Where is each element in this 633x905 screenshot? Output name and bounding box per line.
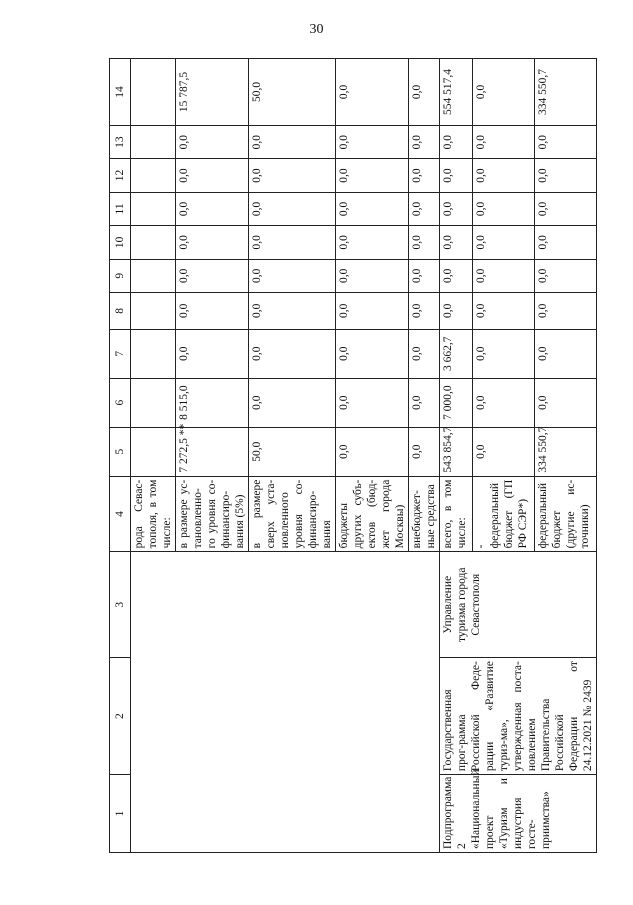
value-cell: 0,0 bbox=[249, 329, 336, 378]
column-header-8: 8 bbox=[110, 292, 131, 329]
column-header-11: 11 bbox=[110, 192, 131, 225]
value-cell: 0,0 bbox=[176, 329, 249, 378]
value-cell: 0,0 bbox=[336, 292, 409, 329]
value-cell: 7 000,0 bbox=[440, 378, 473, 427]
column-header-4: 4 bbox=[110, 476, 131, 552]
value-cell: 0,0 bbox=[249, 292, 336, 329]
value-cell: 0,0 bbox=[534, 329, 596, 378]
value-cell: 0,0 bbox=[534, 378, 596, 427]
value-cell: 0,0 bbox=[176, 159, 249, 192]
funding-source-cell: бюджеты других субъ-ектов (бюд-жет города Москвы) bbox=[336, 476, 409, 552]
value-cell: 554 517,4 bbox=[440, 59, 473, 126]
value-cell bbox=[131, 226, 176, 259]
value-cell: 0,0 bbox=[409, 329, 440, 378]
column-header-12: 12 bbox=[110, 159, 131, 192]
value-cell: 0,0 bbox=[534, 292, 596, 329]
value-cell: 0,0 bbox=[336, 192, 409, 225]
value-cell: 0,0 bbox=[472, 226, 534, 259]
value-cell bbox=[131, 192, 176, 225]
value-cell: 50,0 bbox=[249, 427, 336, 476]
value-cell: 0,0 bbox=[472, 125, 534, 158]
value-cell: 0,0 bbox=[472, 259, 534, 292]
funding-source-cell: федеральный бюджет (другие ис-точники) bbox=[534, 476, 596, 552]
column-header-13: 13 bbox=[110, 125, 131, 158]
value-cell: 0,0 bbox=[249, 159, 336, 192]
state-program-cell: Государственная прог-рамма Российской Феде-рации «Развитие туриз-ма», утвержденная поста-новлением Правительства Российской Федерации от 24.12.2021 № 2439 bbox=[440, 658, 597, 775]
value-cell: 0,0 bbox=[336, 329, 409, 378]
value-cell: 0,0 bbox=[336, 59, 409, 126]
column-header-3: 3 bbox=[110, 552, 131, 658]
value-cell: 0,0 bbox=[440, 125, 473, 158]
column-header-7: 7 bbox=[110, 329, 131, 378]
value-cell: 0,0 bbox=[472, 427, 534, 476]
value-cell: 0,0 bbox=[440, 159, 473, 192]
value-cell: 15 787,5 bbox=[176, 59, 249, 126]
page-number: 30 bbox=[309, 22, 324, 37]
funding-source-cell: в размере сверх уста-новленного уровня со-финансиро-вания bbox=[249, 476, 336, 552]
value-cell: 0,0 bbox=[472, 192, 534, 225]
value-cell: 0,0 bbox=[409, 259, 440, 292]
funding-source-cell: внебюджет-ные средства bbox=[409, 476, 440, 552]
value-cell: 0,0 bbox=[336, 159, 409, 192]
value-cell: 0,0 bbox=[534, 159, 596, 192]
column-header-9: 9 bbox=[110, 259, 131, 292]
value-cell: 0,0 bbox=[336, 226, 409, 259]
value-cell: 0,0 bbox=[176, 125, 249, 158]
value-cell: 0,0 bbox=[409, 192, 440, 225]
value-cell: 0,0 bbox=[534, 125, 596, 158]
value-cell: 0,0 bbox=[472, 292, 534, 329]
value-cell: 0,0 bbox=[472, 378, 534, 427]
value-cell: 0,0 bbox=[472, 159, 534, 192]
value-cell: 0,0 bbox=[249, 378, 336, 427]
table-row bbox=[131, 59, 176, 853]
value-cell: 0,0 bbox=[409, 427, 440, 476]
value-cell bbox=[131, 125, 176, 158]
funding-source-cell: всего, в том числе: bbox=[440, 476, 473, 552]
value-cell: 0,0 bbox=[409, 226, 440, 259]
value-cell: 0,0 bbox=[249, 226, 336, 259]
value-cell: 543 854,7 bbox=[440, 427, 473, 476]
value-cell: 8 515,0 bbox=[176, 378, 249, 427]
value-cell: 50,0 bbox=[249, 59, 336, 126]
header-row bbox=[110, 59, 131, 853]
value-cell: 0,0 bbox=[440, 226, 473, 259]
value-cell: 0,0 bbox=[336, 427, 409, 476]
value-cell: 0,0 bbox=[440, 259, 473, 292]
value-cell: 0,0 bbox=[336, 125, 409, 158]
value-cell: 334 550,7 bbox=[534, 427, 596, 476]
value-cell bbox=[131, 329, 176, 378]
value-cell: 0,0 bbox=[534, 192, 596, 225]
value-cell: 0,0 bbox=[336, 259, 409, 292]
responsible-executor-cell: Управление туризма города Севастополя bbox=[440, 552, 597, 658]
subprogram-name-cell: Подпрограмма 2 «Национальный проект «Туризм и индустрия госте-приимства» bbox=[440, 775, 597, 853]
value-cell: 0,0 bbox=[249, 125, 336, 158]
value-cell: 0,0 bbox=[409, 125, 440, 158]
previous-item-continuation bbox=[131, 552, 440, 853]
column-header-10: 10 bbox=[110, 226, 131, 259]
column-header-2: 2 bbox=[110, 658, 131, 775]
value-cell: 0,0 bbox=[440, 292, 473, 329]
funding-source-cell: в размере ус-тановленно-го уровня со-финансиро-вания (5%) bbox=[176, 476, 249, 552]
funding-source-cell: рода Севас-тополя, в том числе: bbox=[131, 476, 176, 552]
value-cell bbox=[131, 427, 176, 476]
value-cell: 0,0 bbox=[336, 378, 409, 427]
column-header-14: 14 bbox=[110, 59, 131, 126]
value-cell: 334 550,7 bbox=[534, 59, 596, 126]
value-cell: 0,0 bbox=[249, 192, 336, 225]
table-body bbox=[131, 59, 597, 853]
value-cell: 0,0 bbox=[176, 259, 249, 292]
table-row bbox=[440, 59, 473, 853]
value-cell: 0,0 bbox=[534, 226, 596, 259]
funding-table-rotated bbox=[109, 58, 594, 853]
value-cell bbox=[131, 259, 176, 292]
value-cell: 0,0 bbox=[249, 259, 336, 292]
value-cell: 0,0 bbox=[176, 292, 249, 329]
value-cell bbox=[131, 59, 176, 126]
column-header-6: 6 bbox=[110, 378, 131, 427]
value-cell: 3 662,7 bbox=[440, 329, 473, 378]
value-cell: 0,0 bbox=[440, 192, 473, 225]
value-cell: 7 272,5 ** bbox=[176, 427, 249, 476]
value-cell: 0,0 bbox=[534, 259, 596, 292]
value-cell: 0,0 bbox=[176, 192, 249, 225]
value-cell bbox=[131, 378, 176, 427]
value-cell: 0,0 bbox=[409, 378, 440, 427]
column-header-1: 1 bbox=[110, 775, 131, 853]
value-cell: 0,0 bbox=[409, 59, 440, 126]
value-cell: 0,0 bbox=[472, 59, 534, 126]
value-cell: 0,0 bbox=[472, 329, 534, 378]
value-cell bbox=[131, 292, 176, 329]
value-cell: 0,0 bbox=[409, 292, 440, 329]
table-header bbox=[110, 59, 131, 853]
funding-source-cell: - федеральный бюджет (ГП РФ СЭР*) bbox=[472, 476, 534, 552]
column-header-5: 5 bbox=[110, 427, 131, 476]
funding-table bbox=[109, 58, 597, 853]
value-cell bbox=[131, 159, 176, 192]
value-cell: 0,0 bbox=[409, 159, 440, 192]
value-cell: 0,0 bbox=[176, 226, 249, 259]
